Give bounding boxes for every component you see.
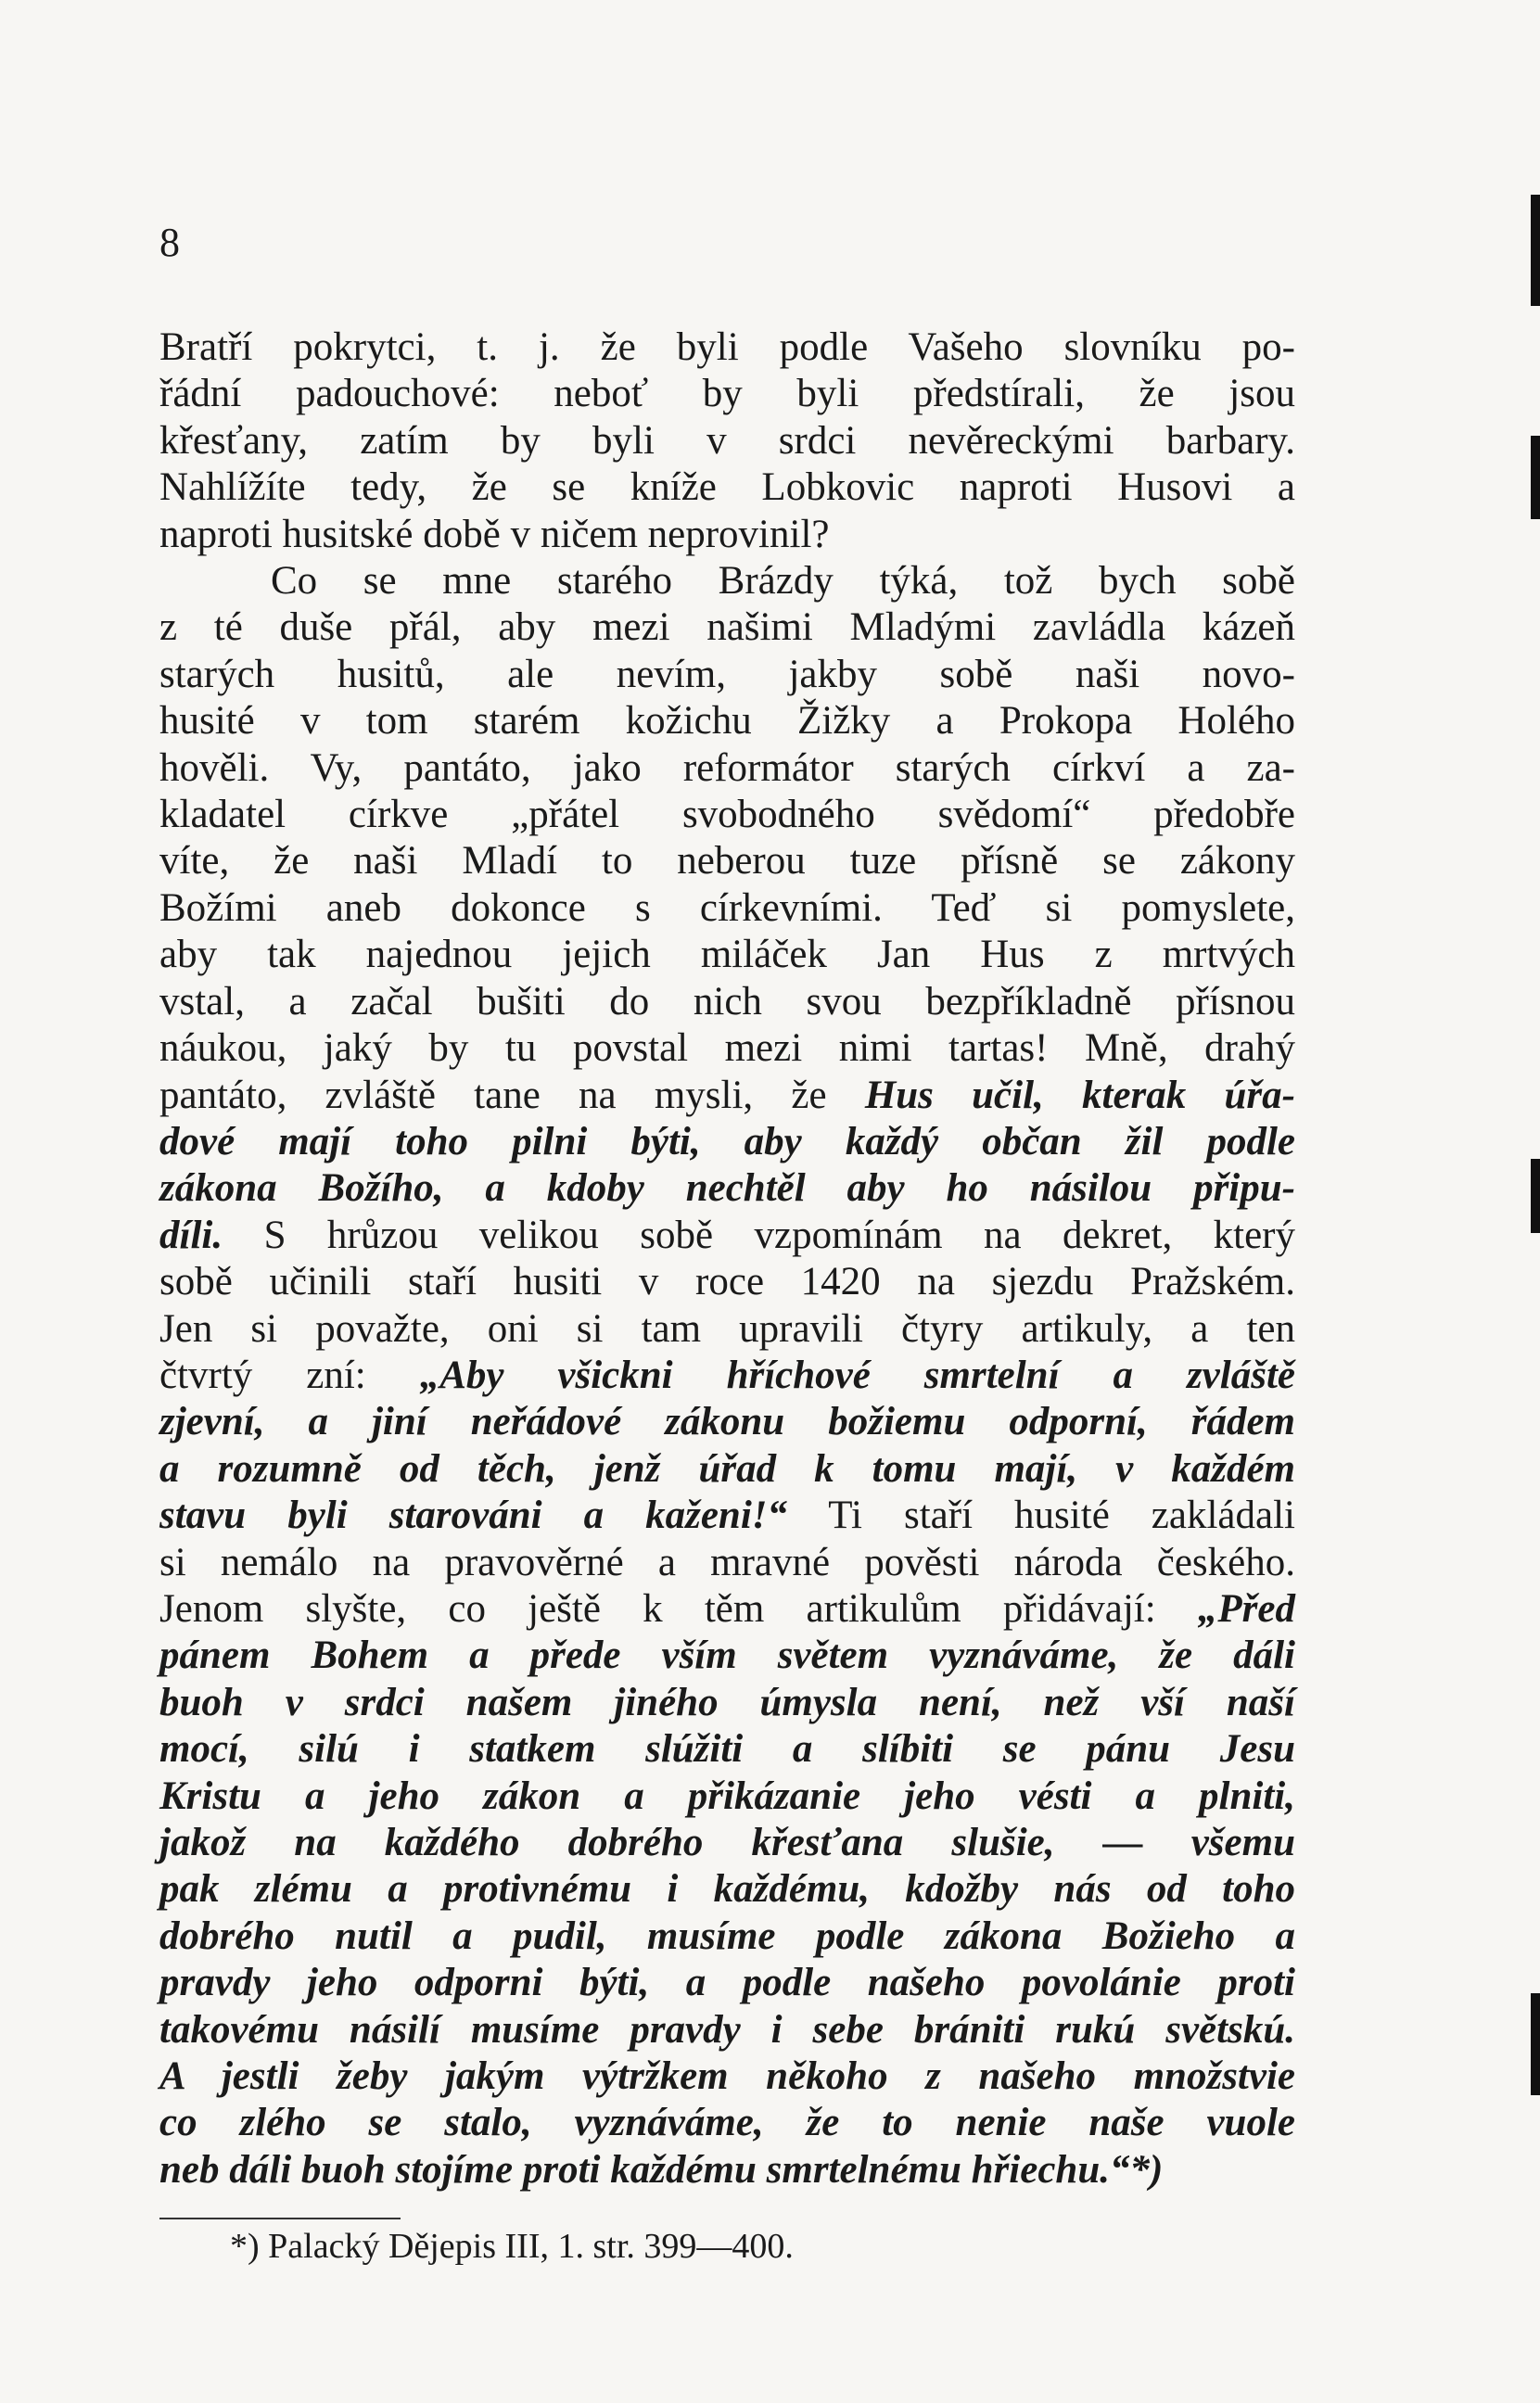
text-line [159, 1353, 1295, 1399]
text-line: Bratří pokrytci, t. j. že byli podle Vašeho slovníku po- [159, 325, 1295, 369]
text-segment: S hrůzou velikou sobě vzpomínám na dekret, který [263, 1213, 1296, 1257]
italic-text-line: co zlého se stalo, vyznáváme, že to nenie naše vuole [159, 2101, 1295, 2145]
footnote: *) Palacký Dějepis III, 1. str. 399—400. [230, 2227, 794, 2266]
text-line: Nahlížíte tedy, že se kníže Lobkovic naproti Husovi a [159, 465, 1295, 510]
italic-text-line: jakož na každého dobrého křesťana slušie, — všemu [159, 1821, 1295, 1864]
text-line [159, 1213, 1295, 1259]
text-segment: Ti staří husité zakládali [828, 1494, 1295, 1538]
italic-text-line: takovému násilí musíme pravdy i sebe brániti rukú světskú. [159, 2007, 1295, 2052]
italic-text-segment: stavu byli starováni a kaženi!“ [159, 1494, 788, 1538]
text-line: naproti husitské době v ničem neprovinil? [159, 512, 830, 556]
text-line: kladatel církve „přátel svobodného svědomí“ předobře [159, 793, 1295, 837]
italic-text-segment: Hus učil, kterak úřa- [864, 1073, 1295, 1117]
italic-text-segment: díli. [159, 1213, 223, 1257]
text-line: náukou, jaký by tu povstal mezi nimi tartas! Mně, drahý [159, 1026, 1295, 1071]
italic-text-line: zjevní, a jiní neřádové zákonu božiemu odporní, řádem [159, 1400, 1295, 1444]
page-edge-mark [1531, 1993, 1540, 2095]
main-text [159, 324, 1295, 2193]
text-line: starých husitů, ale nevím, jakby sobě naši novo- [159, 652, 1295, 696]
page-number: 8 [159, 220, 180, 265]
italic-text-segment: „Před [1197, 1586, 1295, 1631]
page-edge-mark [1531, 436, 1540, 519]
text-line: si nemálo na pravověrné a mravné pověsti národa českého. [159, 1540, 1295, 1584]
text-line: hověli. Vy, pantáto, jako reformátor starých církví a za- [159, 745, 1295, 790]
text-segment: pantáto, zvláště tane na mysli, že [159, 1073, 827, 1117]
text-line: husité v tom starém kožichu Žižky a Prokopa Holého [159, 699, 1295, 744]
text-line: z té duše přál, aby mezi našimi Mladými zavládla kázeň [159, 605, 1295, 650]
italic-text-line: zákona Božího, a kdoby nechtěl aby ho násilou připu- [159, 1166, 1295, 1211]
italic-text-line: Kristu a jeho zákon a přikázanie jeho vésti a plniti, [159, 1774, 1295, 1818]
italic-text-line: dobrého nutil a pudil, musíme podle zákona Božieho a [159, 1914, 1295, 1958]
text-line: řádní padouchové: neboť by byli předstírali, že jsou [159, 372, 1295, 416]
text-line [159, 1493, 1295, 1539]
footnote-marker: “*) [1110, 2147, 1164, 2192]
text-line: Božími aneb dokonce s církevními. Teď si pomyslete, [159, 885, 1295, 930]
text-line: vstal, a začal bušiti do nich svou bezpříkladně přísnou [159, 979, 1295, 1024]
paragraph-start-line: Co se mne starého Brázdy týká, tož bych sobě [271, 559, 1295, 604]
italic-text-line: a rozumně od těch, jenž úřad k tomu mají, v každém [159, 1446, 1295, 1491]
italic-text-line: buoh v srdci našem jiného úmysla není, než vší naší [159, 1680, 1295, 1724]
italic-text-segment: neb dáli buoh stojíme proti každému smrtelnému hřiechu. [159, 2147, 1110, 2192]
text-line: víte, že naši Mladí to neberou tuze přísně se zákony [159, 839, 1295, 884]
italic-text-line: pak zlému a protivnému i každému, kdožby nás od toho [159, 1867, 1295, 1912]
text-line: aby tak najednou jejich miláček Jan Hus z mrtvých [159, 933, 1295, 977]
text-line: křesťany, zatím by byli v srdci nevěreckými barbary. [159, 418, 1295, 463]
text-line [159, 1586, 1295, 1633]
page-edge-mark [1531, 195, 1540, 306]
italic-text-line: pravdy jeho odporni býti, a podle našeho povolánie proti [159, 1961, 1295, 2005]
text-line [159, 1073, 1295, 1119]
page-edge-mark [1531, 1159, 1540, 1233]
footnote-divider [159, 2218, 401, 2219]
text-line: Jen si považte, oni si tam upravili čtyry artikuly, a ten [159, 1306, 1295, 1351]
italic-text-line: dové mají toho pilni býti, aby každý občan žil podle [159, 1119, 1295, 1163]
text-segment: Jenom slyšte, co ještě k těm artikulům přidávají: [159, 1586, 1156, 1631]
italic-text-segment: „Aby všickni hříchové smrtelní a zvláště [419, 1353, 1295, 1397]
text-line: sobě učinili staří husiti v roce 1420 na sjezdu Pražském. [159, 1260, 1295, 1304]
text-line [159, 2147, 1295, 2193]
italic-text-line: pánem Bohem a přede vším světem vyznáváme, že dáli [159, 1634, 1295, 1678]
italic-text-line: A jestli žeby jakým výtržkem někoho z našeho množstvie [159, 2054, 1295, 2099]
text-segment: čtvrtý zní: [159, 1353, 366, 1397]
italic-text-line: mocí, silú i statkem slúžiti a slíbiti se pánu Jesu [159, 1727, 1295, 1772]
